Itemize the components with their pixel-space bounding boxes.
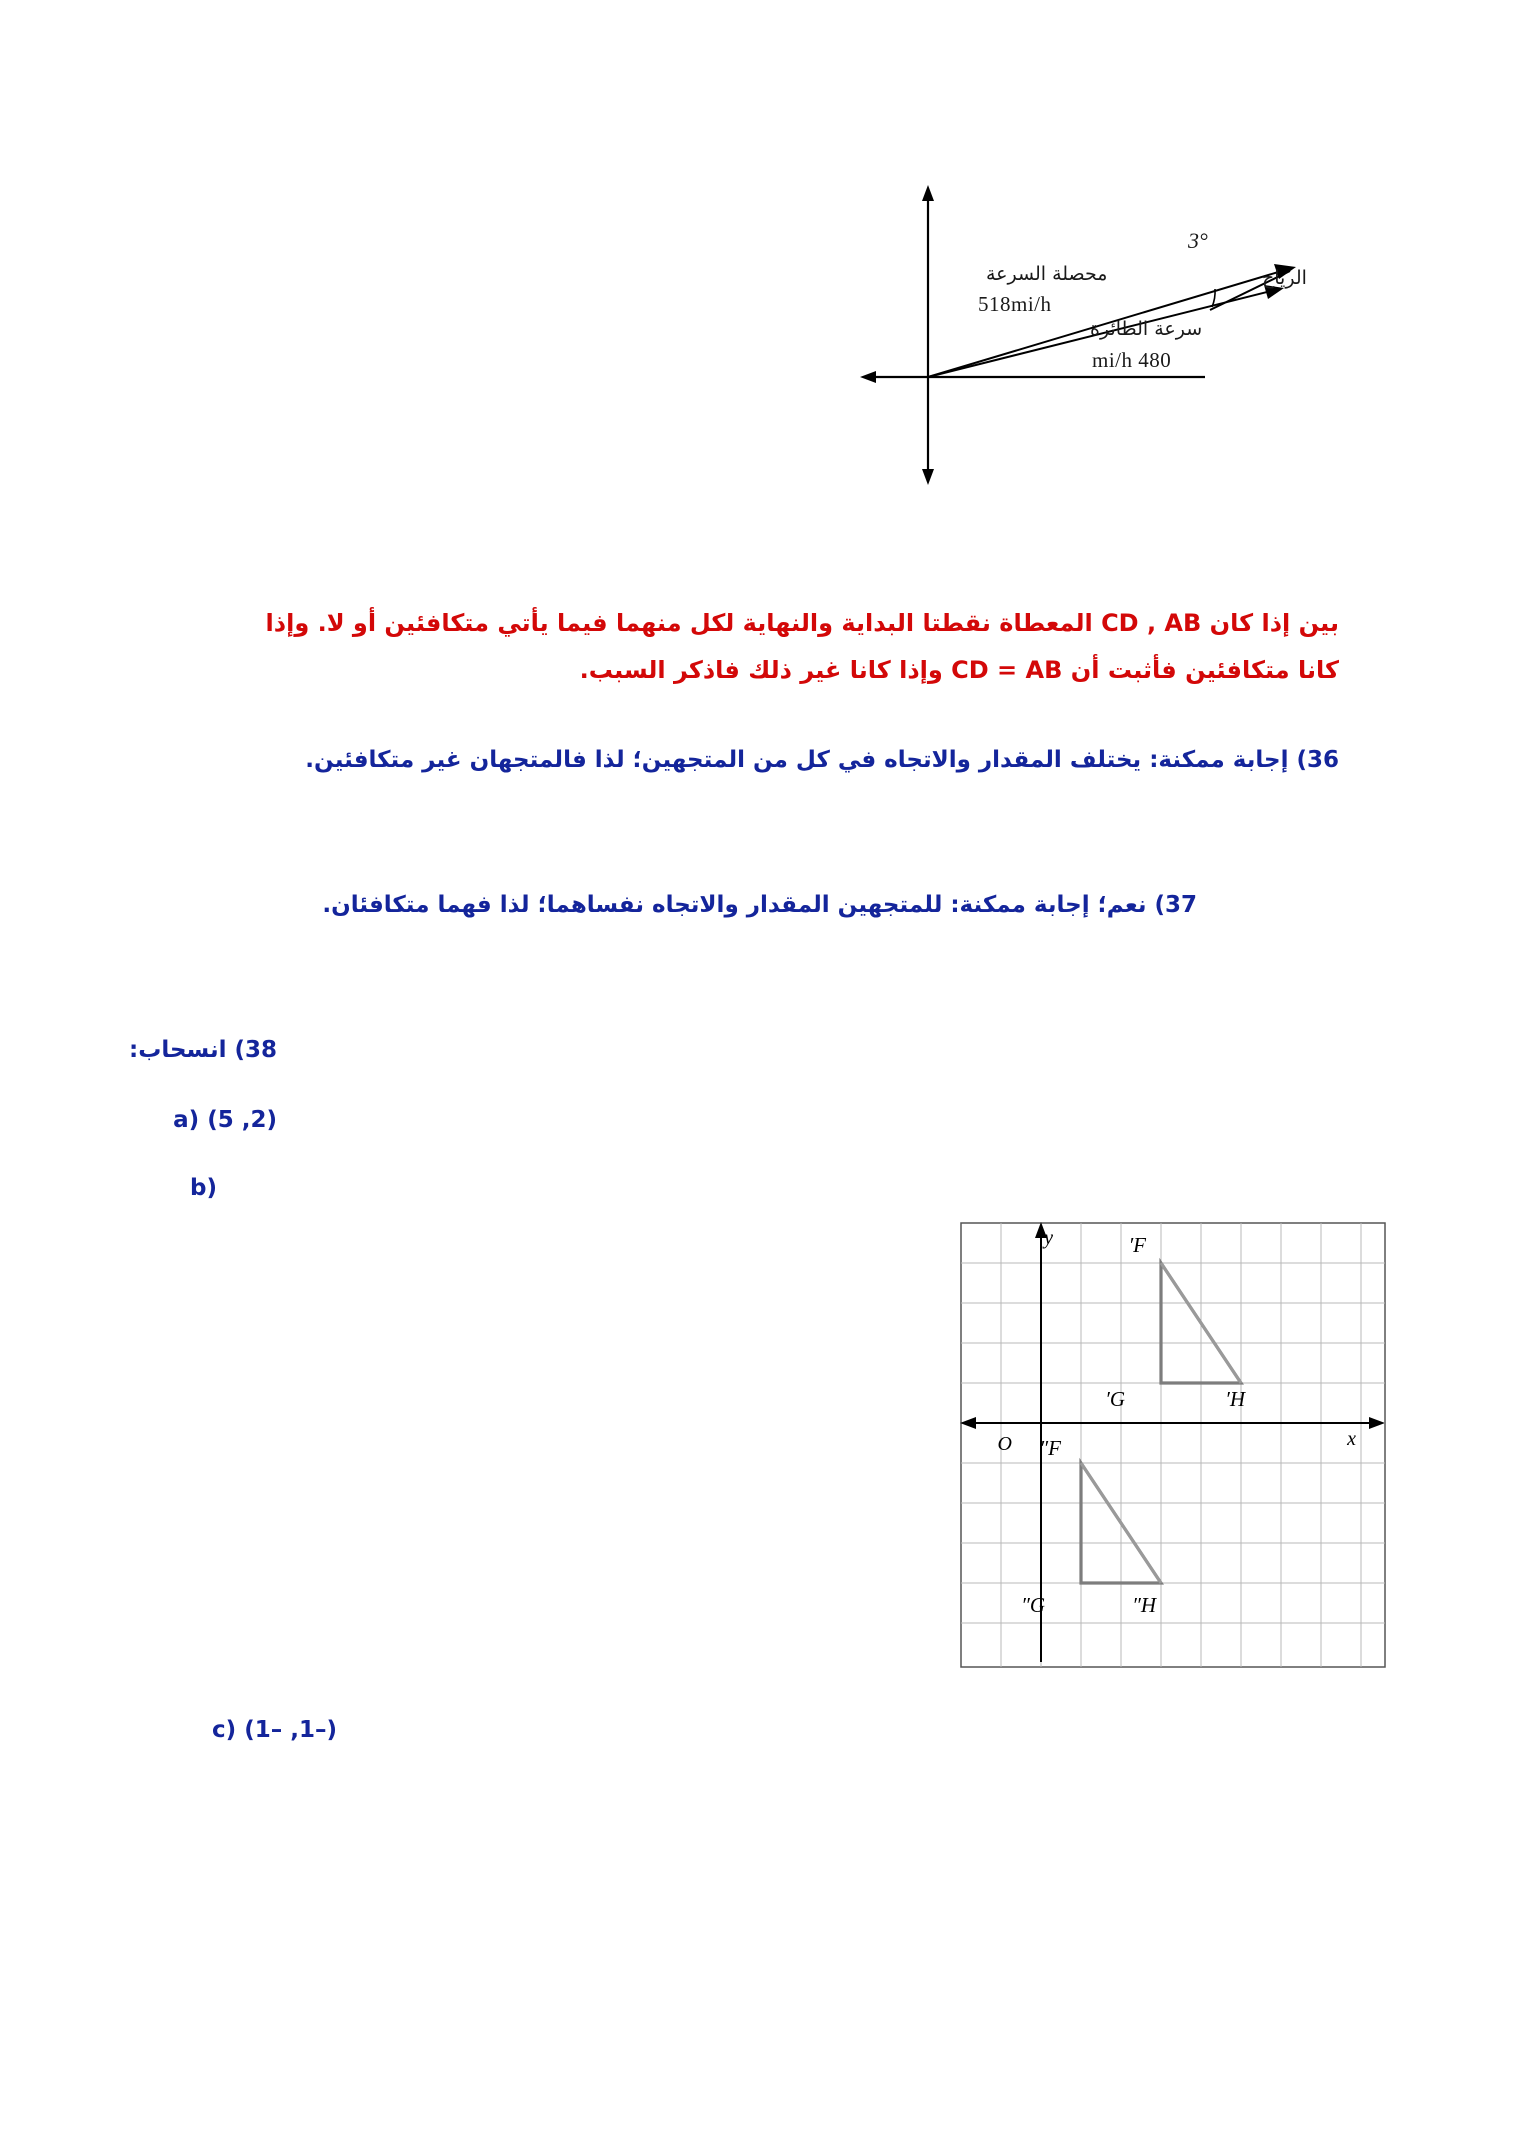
- svg-text:O: O: [997, 1433, 1012, 1455]
- svg-text:G′: G′: [1105, 1387, 1125, 1411]
- svg-text:G″: G″: [1021, 1593, 1045, 1617]
- svg-text:x: x: [1347, 1428, 1356, 1450]
- label-angle-3deg: 3°: [1188, 228, 1208, 253]
- svg-text:H″: H″: [1132, 1593, 1156, 1617]
- answer-38-a: (2, 5) (a: [173, 1107, 277, 1133]
- svg-text:F″: F″: [1039, 1436, 1061, 1460]
- label-plane-speed-ar: سرعة الطائرة: [1090, 318, 1203, 340]
- svg-text:y: y: [1044, 1227, 1053, 1249]
- answer-36: 36) إجابة ممكنة: يختلف المقدار والاتجاه في كل من المتجهين؛ لذا فالمتجهان غير متكافئين.: [305, 747, 1339, 773]
- answer-38-c: (–1, –1) (c: [212, 1717, 337, 1743]
- question-line-1: بين إذا كان CD , AB المعطاة نقطتا البداية والنهاية لكل منهما فيما يأتي متكافئين أو لا. وإذا: [265, 609, 1339, 637]
- svg-text:F′: F′: [1128, 1233, 1146, 1257]
- question-prompt: [179, 600, 1339, 694]
- question-line-2: كانا متكافئين فأثبت أن CD = AB وإذا كانا غير ذلك فاذكر السبب.: [579, 655, 1339, 684]
- label-resultant-speed-ar: محصلة السرعة: [986, 263, 1108, 285]
- coordinate-grid-figure: [960, 1222, 1390, 1672]
- answer-38: 38) انسحاب:: [129, 1037, 277, 1063]
- vector-diagram: [860, 185, 1360, 585]
- label-resultant-speed-value: 518mi/h: [978, 292, 1052, 316]
- vector-diagram-svg: [860, 185, 1360, 585]
- answer-37: 37) نعم؛ إجابة ممكنة: للمتجهين المقدار والاتجاه نفساهما؛ لذا فهما متكافئان.: [322, 892, 1197, 918]
- label-plane-speed-value: 480 mi/h: [1092, 348, 1172, 372]
- coordinate-grid-svg: [960, 1222, 1390, 1672]
- svg-text:H′: H′: [1225, 1387, 1245, 1411]
- label-wind-ar: الرياح: [1262, 267, 1307, 289]
- answer-38-b: (b: [190, 1175, 217, 1201]
